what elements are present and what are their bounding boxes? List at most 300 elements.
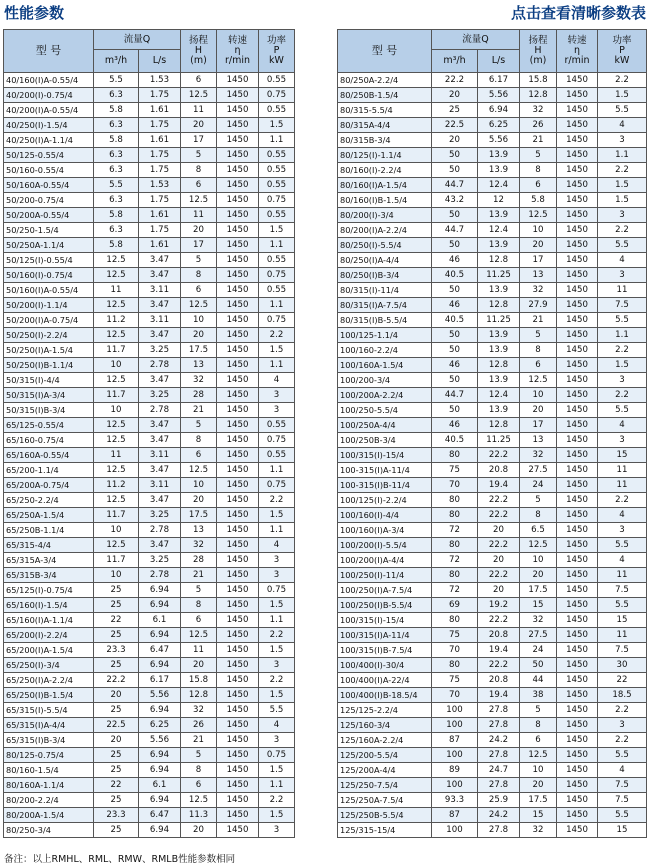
- power-cell: 0.55: [259, 448, 295, 463]
- model-cell: 40/200(I)A-0.55/4: [4, 103, 94, 118]
- table-row: [4, 148, 295, 163]
- model-cell: 50/160A-0.55/4: [4, 178, 94, 193]
- speed-cell: 1450: [217, 448, 259, 463]
- flow-ls-cell: 6.17: [478, 73, 520, 88]
- model-cell: 50/200(I)A-0.75/4: [4, 313, 94, 328]
- model-cell: 65/160(I)-1.5/4: [4, 598, 94, 613]
- table-row: [4, 373, 295, 388]
- table-row: [4, 103, 295, 118]
- flow-m3h-cell: 12.5: [94, 373, 139, 388]
- head-cell: 10: [520, 388, 557, 403]
- flow-ls-cell: 13.9: [478, 238, 520, 253]
- flow-m3h-cell: 12.5: [94, 463, 139, 478]
- flow-m3h-cell: 50: [432, 208, 478, 223]
- head-cell: 5: [181, 148, 217, 163]
- model-cell: 80/160(I)-2.2/4: [338, 163, 432, 178]
- model-cell: 100/200-3/4: [338, 373, 432, 388]
- model-cell: 80/315(I)-11/4: [338, 283, 432, 298]
- power-cell: 2.2: [598, 703, 647, 718]
- model-cell: 50/125-0.55/4: [4, 148, 94, 163]
- power-cell: 3: [259, 388, 295, 403]
- flow-ls-cell: 3.25: [139, 343, 181, 358]
- flow-ls-cell: 13.9: [478, 373, 520, 388]
- power-cell: 0.55: [259, 73, 295, 88]
- flow-m3h-cell: 80: [432, 568, 478, 583]
- speed-cell: 1450: [217, 463, 259, 478]
- head-cell: 8: [181, 763, 217, 778]
- flow-ls-cell: 3.47: [139, 373, 181, 388]
- model-cell: 100/315(I)A-11/4: [338, 628, 432, 643]
- speed-cell: 1450: [557, 823, 598, 838]
- view-clear-table-link[interactable]: 点击查看清晰参数表: [510, 4, 646, 22]
- model-cell: 100/250-5.5/4: [338, 403, 432, 418]
- header-flow-ls: L/s: [139, 50, 181, 73]
- head-cell: 15: [520, 598, 557, 613]
- model-cell: 80/200-2.2/4: [4, 793, 94, 808]
- flow-m3h-cell: 40.5: [432, 433, 478, 448]
- table-row: [4, 253, 295, 268]
- model-cell: 80/315B-3/4: [338, 133, 432, 148]
- flow-ls-cell: 20.8: [478, 673, 520, 688]
- head-cell: 17: [181, 133, 217, 148]
- head-cell: 6.5: [520, 523, 557, 538]
- power-cell: 7.5: [598, 583, 647, 598]
- flow-ls-cell: 22.2: [478, 493, 520, 508]
- speed-cell: 1450: [217, 673, 259, 688]
- flow-m3h-cell: 25: [94, 658, 139, 673]
- power-cell: 2.2: [259, 628, 295, 643]
- table-row: [338, 343, 647, 358]
- table-row: [338, 73, 647, 88]
- model-cell: 80/250A-2.2/4: [338, 73, 432, 88]
- flow-m3h-cell: 10: [94, 403, 139, 418]
- table-row: [338, 193, 647, 208]
- speed-cell: 1450: [557, 418, 598, 433]
- flow-ls-cell: 22.2: [478, 613, 520, 628]
- flow-ls-cell: 3.47: [139, 268, 181, 283]
- speed-cell: 1450: [217, 523, 259, 538]
- speed-cell: 1450: [557, 88, 598, 103]
- flow-m3h-cell: 12.5: [94, 298, 139, 313]
- speed-cell: 1450: [217, 148, 259, 163]
- head-cell: 6: [181, 613, 217, 628]
- power-cell: 1.1: [259, 778, 295, 793]
- speed-cell: 1450: [557, 238, 598, 253]
- flow-m3h-cell: 100: [432, 718, 478, 733]
- model-cell: 100/200(I)-5.5/4: [338, 538, 432, 553]
- model-cell: 100/315(I)-15/4: [338, 613, 432, 628]
- flow-m3h-cell: 22.2: [94, 673, 139, 688]
- head-cell: 32: [520, 448, 557, 463]
- power-cell: 5.5: [598, 538, 647, 553]
- model-cell: 80/250(I)-5.5/4: [338, 238, 432, 253]
- power-cell: 2.2: [259, 493, 295, 508]
- table-row: [338, 478, 647, 493]
- table-row: [338, 598, 647, 613]
- flow-ls-cell: 3.47: [139, 433, 181, 448]
- table-row: [338, 223, 647, 238]
- power-cell: 0.55: [259, 283, 295, 298]
- speed-cell: 1450: [557, 103, 598, 118]
- speed-cell: 1450: [557, 598, 598, 613]
- head-cell: 12.5: [520, 538, 557, 553]
- flow-ls-cell: 3.25: [139, 553, 181, 568]
- power-cell: 0.55: [259, 103, 295, 118]
- flow-m3h-cell: 46: [432, 358, 478, 373]
- model-cell: 65/250-2.2/4: [4, 493, 94, 508]
- flow-m3h-cell: 23.3: [94, 643, 139, 658]
- head-cell: 15.8: [181, 673, 217, 688]
- speed-cell: 1450: [217, 388, 259, 403]
- power-cell: 1.5: [598, 358, 647, 373]
- flow-ls-cell: 12.8: [478, 418, 520, 433]
- power-cell: 2.2: [598, 733, 647, 748]
- flow-m3h-cell: 25: [94, 823, 139, 838]
- power-cell: 2.2: [259, 673, 295, 688]
- table-row: [338, 298, 647, 313]
- model-cell: 50/315(I)A-3/4: [4, 388, 94, 403]
- power-cell: 1.1: [259, 358, 295, 373]
- table-row: [4, 553, 295, 568]
- head-cell: 20: [181, 658, 217, 673]
- flow-m3h-cell: 12.5: [94, 328, 139, 343]
- speed-cell: 1450: [217, 733, 259, 748]
- speed-cell: 1450: [557, 148, 598, 163]
- model-cell: 65/315(I)A-4/4: [4, 718, 94, 733]
- flow-m3h-cell: 11.2: [94, 313, 139, 328]
- power-cell: 2.2: [598, 388, 647, 403]
- table-row: [338, 673, 647, 688]
- model-cell: 125/250-7.5/4: [338, 778, 432, 793]
- head-cell: 28: [181, 388, 217, 403]
- power-cell: 4: [259, 538, 295, 553]
- power-cell: 0.55: [259, 178, 295, 193]
- flow-m3h-cell: 11.7: [94, 553, 139, 568]
- speed-cell: 1450: [217, 493, 259, 508]
- flow-m3h-cell: 50: [432, 373, 478, 388]
- head-cell: 32: [181, 538, 217, 553]
- model-cell: 65/315-4/4: [4, 538, 94, 553]
- model-cell: 40/200(I)-0.75/4: [4, 88, 94, 103]
- table-row: [338, 493, 647, 508]
- table-row: [4, 73, 295, 88]
- speed-cell: 1450: [217, 238, 259, 253]
- model-cell: 50/250(I)B-1.1/4: [4, 358, 94, 373]
- flow-m3h-cell: 87: [432, 733, 478, 748]
- flow-ls-cell: 6.94: [139, 703, 181, 718]
- flow-ls-cell: 12.8: [478, 298, 520, 313]
- performance-table-left: [3, 29, 295, 838]
- speed-cell: 1450: [217, 658, 259, 673]
- speed-cell: 1450: [557, 463, 598, 478]
- flow-ls-cell: 1.75: [139, 148, 181, 163]
- flow-ls-cell: 3.25: [139, 508, 181, 523]
- speed-cell: 1450: [217, 193, 259, 208]
- flow-ls-cell: 3.25: [139, 388, 181, 403]
- head-cell: 21: [520, 133, 557, 148]
- speed-cell: 1450: [557, 403, 598, 418]
- flow-ls-cell: 5.56: [478, 133, 520, 148]
- table-row: [4, 643, 295, 658]
- power-cell: 1.5: [598, 88, 647, 103]
- speed-cell: 1450: [217, 118, 259, 133]
- flow-ls-cell: 19.4: [478, 688, 520, 703]
- flow-ls-cell: 2.78: [139, 568, 181, 583]
- speed-cell: 1450: [217, 748, 259, 763]
- power-cell: 5.5: [598, 403, 647, 418]
- speed-cell: 1450: [557, 433, 598, 448]
- flow-ls-cell: 5.56: [139, 688, 181, 703]
- model-cell: 65/250(I)B-1.5/4: [4, 688, 94, 703]
- table-row: [4, 583, 295, 598]
- power-cell: 3: [598, 268, 647, 283]
- model-cell: 100/315(I)B-7.5/4: [338, 643, 432, 658]
- flow-m3h-cell: 5.8: [94, 238, 139, 253]
- speed-cell: 1450: [557, 478, 598, 493]
- speed-cell: 1450: [557, 658, 598, 673]
- flow-ls-cell: 5.56: [139, 733, 181, 748]
- table-row: [4, 463, 295, 478]
- flow-ls-cell: 24.7: [478, 763, 520, 778]
- speed-cell: 1450: [557, 163, 598, 178]
- model-cell: 125/200-5.5/4: [338, 748, 432, 763]
- speed-cell: 1450: [217, 703, 259, 718]
- head-cell: 17.5: [520, 793, 557, 808]
- table-row: [4, 568, 295, 583]
- flow-ls-cell: 13.9: [478, 328, 520, 343]
- table-row: [338, 358, 647, 373]
- power-cell: 1.5: [259, 808, 295, 823]
- speed-cell: 1450: [217, 88, 259, 103]
- flow-m3h-cell: 69: [432, 598, 478, 613]
- flow-ls-cell: 27.8: [478, 703, 520, 718]
- model-cell: 80/250(I)A-4/4: [338, 253, 432, 268]
- power-cell: 15: [598, 613, 647, 628]
- power-cell: 1.1: [259, 238, 295, 253]
- power-cell: 2.2: [598, 163, 647, 178]
- model-cell: 100/200(I)A-4/4: [338, 553, 432, 568]
- speed-cell: 1450: [557, 358, 598, 373]
- speed-cell: 1450: [557, 283, 598, 298]
- flow-m3h-cell: 11: [94, 283, 139, 298]
- model-cell: 80/160-1.5/4: [4, 763, 94, 778]
- table-row: [338, 748, 647, 763]
- table-row: [338, 463, 647, 478]
- flow-ls-cell: 11.25: [478, 313, 520, 328]
- table-row: [338, 388, 647, 403]
- speed-cell: 1450: [217, 403, 259, 418]
- table-row: [4, 343, 295, 358]
- model-cell: 100/160(I)A-3/4: [338, 523, 432, 538]
- flow-ls-cell: 6.94: [139, 823, 181, 838]
- flow-m3h-cell: 50: [432, 238, 478, 253]
- power-cell: 0.75: [259, 193, 295, 208]
- model-cell: 40/250(I)-1.5/4: [4, 118, 94, 133]
- model-cell: 100/250(I)B-5.5/4: [338, 598, 432, 613]
- model-cell: 65/200A-0.75/4: [4, 478, 94, 493]
- model-cell: 65/250A-1.5/4: [4, 508, 94, 523]
- flow-m3h-cell: 12.5: [94, 253, 139, 268]
- head-cell: 5: [181, 253, 217, 268]
- power-cell: 3: [259, 553, 295, 568]
- flow-m3h-cell: 10: [94, 358, 139, 373]
- flow-m3h-cell: 40.5: [432, 313, 478, 328]
- model-cell: 100/160-2.2/4: [338, 343, 432, 358]
- head-cell: 8: [181, 163, 217, 178]
- head-cell: 12.5: [520, 208, 557, 223]
- footnote: 备注：以上RMHL、RML、RMW、RMLB性能参数相同: [4, 854, 236, 865]
- head-cell: 50: [520, 658, 557, 673]
- table-row: [4, 523, 295, 538]
- speed-cell: 1450: [557, 508, 598, 523]
- table-row: [338, 178, 647, 193]
- head-cell: 10: [181, 478, 217, 493]
- speed-cell: 1450: [557, 223, 598, 238]
- table-row: [4, 448, 295, 463]
- model-cell: 100/400(I)-30/4: [338, 658, 432, 673]
- power-cell: 22: [598, 673, 647, 688]
- speed-cell: 1450: [217, 298, 259, 313]
- flow-m3h-cell: 50: [432, 148, 478, 163]
- flow-m3h-cell: 44.7: [432, 178, 478, 193]
- head-cell: 15: [520, 808, 557, 823]
- head-cell: 21: [181, 568, 217, 583]
- power-cell: 5.5: [598, 103, 647, 118]
- power-cell: 0.75: [259, 268, 295, 283]
- table-row: [4, 718, 295, 733]
- speed-cell: 1450: [217, 763, 259, 778]
- power-cell: 7.5: [598, 298, 647, 313]
- flow-m3h-cell: 25: [94, 748, 139, 763]
- table-row: [4, 403, 295, 418]
- flow-m3h-cell: 12.5: [94, 268, 139, 283]
- speed-cell: 1450: [557, 73, 598, 88]
- head-cell: 12.8: [181, 688, 217, 703]
- speed-cell: 1450: [217, 793, 259, 808]
- power-cell: 4: [598, 553, 647, 568]
- head-cell: 6: [520, 178, 557, 193]
- power-cell: 2.2: [259, 793, 295, 808]
- model-cell: 65/200-1.1/4: [4, 463, 94, 478]
- flow-ls-cell: 3.47: [139, 418, 181, 433]
- table-row: [4, 298, 295, 313]
- table-row: [338, 538, 647, 553]
- table-row: [4, 283, 295, 298]
- head-cell: 20: [520, 403, 557, 418]
- table-row: [338, 418, 647, 433]
- header-speed: 转速 η r/min: [557, 30, 598, 73]
- flow-m3h-cell: 5.8: [94, 133, 139, 148]
- model-cell: 50/250(I)A-1.5/4: [4, 343, 94, 358]
- model-cell: 80/125(I)-1.1/4: [338, 148, 432, 163]
- power-cell: 5.5: [598, 238, 647, 253]
- speed-cell: 1450: [557, 343, 598, 358]
- power-cell: 2.2: [598, 223, 647, 238]
- head-cell: 13: [520, 433, 557, 448]
- speed-cell: 1450: [557, 613, 598, 628]
- flow-m3h-cell: 80: [432, 493, 478, 508]
- table-row: [4, 748, 295, 763]
- power-cell: 1.5: [259, 598, 295, 613]
- speed-cell: 1450: [217, 688, 259, 703]
- table-row: [338, 433, 647, 448]
- power-cell: 0.55: [259, 148, 295, 163]
- model-cell: 80/250(I)B-3/4: [338, 268, 432, 283]
- head-cell: 12.5: [181, 88, 217, 103]
- flow-ls-cell: 12.8: [478, 253, 520, 268]
- flow-m3h-cell: 72: [432, 523, 478, 538]
- table-row: [4, 598, 295, 613]
- power-cell: 3: [598, 208, 647, 223]
- power-cell: 7.5: [598, 778, 647, 793]
- speed-cell: 1450: [217, 568, 259, 583]
- flow-ls-cell: 3.47: [139, 463, 181, 478]
- flow-m3h-cell: 6.3: [94, 88, 139, 103]
- flow-m3h-cell: 25: [94, 598, 139, 613]
- table-row: [338, 313, 647, 328]
- power-cell: 0.75: [259, 88, 295, 103]
- table-row: [4, 478, 295, 493]
- flow-ls-cell: 1.61: [139, 208, 181, 223]
- table-row: [338, 778, 647, 793]
- head-cell: 24: [520, 643, 557, 658]
- head-cell: 38: [520, 688, 557, 703]
- model-cell: 100/250A-4/4: [338, 418, 432, 433]
- power-cell: 2.2: [598, 73, 647, 88]
- table-row: [338, 133, 647, 148]
- head-cell: 11.3: [181, 808, 217, 823]
- head-cell: 44: [520, 673, 557, 688]
- head-cell: 21: [181, 403, 217, 418]
- flow-m3h-cell: 6.3: [94, 163, 139, 178]
- head-cell: 8: [520, 718, 557, 733]
- power-cell: 1.5: [259, 118, 295, 133]
- power-cell: 4: [259, 718, 295, 733]
- flow-m3h-cell: 22.2: [432, 73, 478, 88]
- flow-ls-cell: 6.94: [139, 763, 181, 778]
- flow-m3h-cell: 93.3: [432, 793, 478, 808]
- speed-cell: 1450: [217, 598, 259, 613]
- flow-m3h-cell: 6.3: [94, 223, 139, 238]
- power-cell: 5.5: [259, 703, 295, 718]
- flow-ls-cell: 6.25: [478, 118, 520, 133]
- header-head: 扬程 H (m): [181, 30, 217, 73]
- flow-ls-cell: 3.11: [139, 478, 181, 493]
- model-cell: 80/315(I)A-7.5/4: [338, 298, 432, 313]
- table-row: [4, 118, 295, 133]
- flow-m3h-cell: 46: [432, 418, 478, 433]
- power-cell: 4: [598, 253, 647, 268]
- speed-cell: 1450: [557, 328, 598, 343]
- power-cell: 1.1: [598, 328, 647, 343]
- speed-cell: 1450: [557, 523, 598, 538]
- head-cell: 32: [520, 283, 557, 298]
- flow-ls-cell: 1.75: [139, 223, 181, 238]
- header-flow: 流量Q: [94, 30, 181, 50]
- flow-ls-cell: 22.2: [478, 658, 520, 673]
- flow-ls-cell: 27.8: [478, 748, 520, 763]
- head-cell: 15.8: [520, 73, 557, 88]
- head-cell: 6: [181, 178, 217, 193]
- flow-m3h-cell: 70: [432, 478, 478, 493]
- model-cell: 65/200(I)-2.2/4: [4, 628, 94, 643]
- flow-ls-cell: 27.8: [478, 778, 520, 793]
- flow-ls-cell: 12: [478, 193, 520, 208]
- power-cell: 11: [598, 463, 647, 478]
- head-cell: 5: [520, 328, 557, 343]
- table-row: [338, 448, 647, 463]
- flow-m3h-cell: 25: [94, 628, 139, 643]
